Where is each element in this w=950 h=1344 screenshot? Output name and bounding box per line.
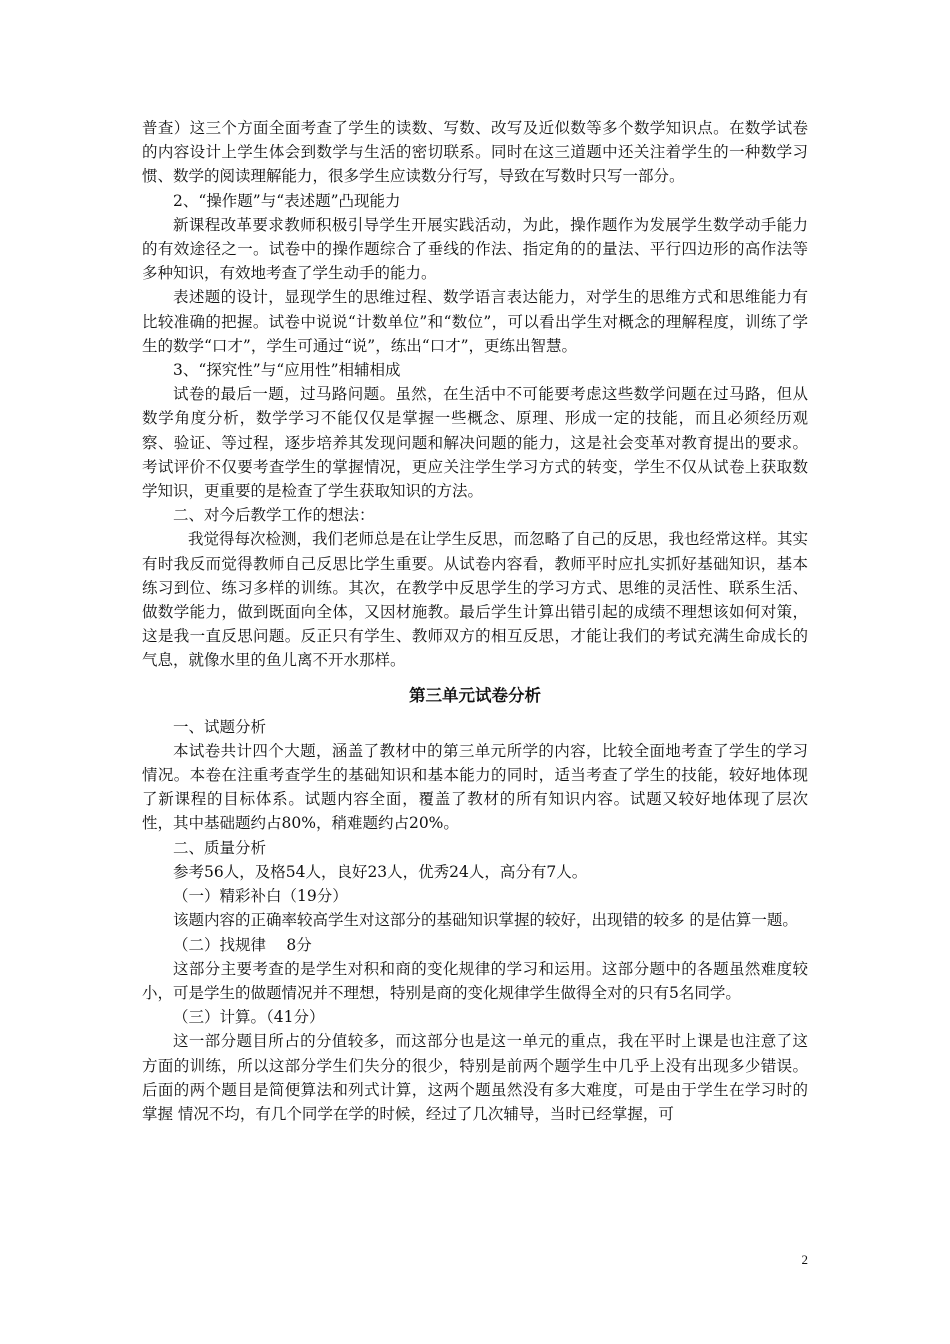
subheading: 3、“探究性”与“应用性”相辅相成: [173, 361, 401, 380]
paragraph: 新课程改革要求教师积极引导学生开展实践活动，为此，操作题作为发展学生数学动手能力的有效途径之一。试卷中的操作题综合了垂线的作法、指定角的的量法、平行四边形的高作法等多种知识，有效地考查了学生动手的能力。: [142, 215, 808, 283]
paragraph: 本试卷共计四个大题，涵盖了教材中的第三单元所学的内容，比较全面地考查了学生的学习情况。本卷在注重考查学生的基础知识和基本能力的同时，适当考查了学生的技能，较好地体现了新课程的目标体系。试题内容全面，覆盖了教材的所有知识内容。试题又较好地体现了层次性，其中基础题约占80%，稍难题约占20%。: [142, 741, 808, 833]
page-number: 2: [801, 1252, 808, 1267]
page-content: [142, 116, 808, 1126]
section-heading: 一、试题分析: [173, 717, 267, 736]
paragraph: 这一部分题目所占的分值较多，而这部分也是这一单元的重点，我在平时上课是也注意了这方面的训练，所以这部分学生们失分的很少，特别是前两个题学生中几乎上没有出现多少错误。后面的两个题目是简便算法和列式计算，这两个题虽然没有多大难度，可是由于学生在学习时的掌握 情况不均，有几个同学在学的时候，经过了几次辅导，当时已经掌握，可: [142, 1032, 808, 1123]
section-title: 第三单元试卷分析: [409, 685, 541, 705]
paragraph: 表述题的设计，显现学生的思维过程、数学语言表达能力，对学生的思维方式和思维能力有比较准确的把握。试卷中说说“计数单位”和“数位”，可以看出学生对概念的理解程度，训练了学生的数学“口才”，学生可通过“说”，练出“口才”，更练出智慧。: [142, 288, 808, 355]
section-heading: 二、对今后教学工作的想法：: [173, 506, 375, 525]
paragraph: 这部分主要考查的是学生对积和商的变化规律的学习和运用。这部分题中的各题虽然难度较小，可是学生的做题情况并不理想，特别是商的变化规律学生做得全对的只有5名同学。: [142, 959, 808, 1002]
paragraph: 该题内容的正确率较高学生对这部分的基础知识掌握的较好，出现错的较多 的是估算一题。: [173, 911, 798, 930]
paragraph: 我觉得每次检测，我们老师总是在让学生反思，而忽略了自己的反思，我也经常这样。其实有时我反而觉得教师自己反思比学生重要。从试卷内容看，教师平时应扎实抓好基础知识，基本练习到位、练习多样的训练。其次，在教学中反思学生的学习方式、思维的灵活性、联系生活、做数学能力，做到既面向全体，又因材施教。最后学生计算出错引起的成绩不理想该如何对策，这是我一直反思问题。反正只有学生、教师双方的相互反思，才能让我们的考试充满生命成长的气息，就像水里的鱼儿离不开水那样。: [142, 530, 809, 670]
paragraph: 试卷的最后一题，过马路问题。虽然，在生活中不可能要考虑这些数学问题在过马路，但从数学角度分析，数学学习不能仅仅是掌握一些概念、原理、形成一定的技能，而且必须经历观察、验证、等过程，逐步培养其发现问题和解决问题的能力，这是社会变革对教育提出的要求。考试评价不仅要考查学生的掌握情况，更应关注学生学习方式的转变，学生不仅从试卷上获取数学知识，更重要的是检查了学生获取知识的方法。: [142, 385, 808, 501]
stats-line: 参考56人，及格54人，良好23人，优秀24人，高分有7人。: [173, 862, 588, 881]
paragraph: 普查）这三个方面全面考查了学生的读数、写数、改写及近似数等多个数学知识点。在数学试卷的内容设计上学生体会到数学与生活的密切联系。同时在这三道题中还关注着学生的一种数学习惯、数学的阅读理解能力，很多学生应读数分行写，导致在写数时只写一部分。: [142, 119, 808, 186]
subheading: （三）计算。（41分）: [173, 1008, 325, 1027]
subheading: 2、“操作题”与“表述题”凸现能力: [173, 191, 401, 210]
section-heading: 二、质量分析: [173, 838, 267, 857]
subheading: （二）找规律 8分: [173, 935, 312, 954]
subheading: （一）精彩补白（19分）: [173, 887, 348, 906]
